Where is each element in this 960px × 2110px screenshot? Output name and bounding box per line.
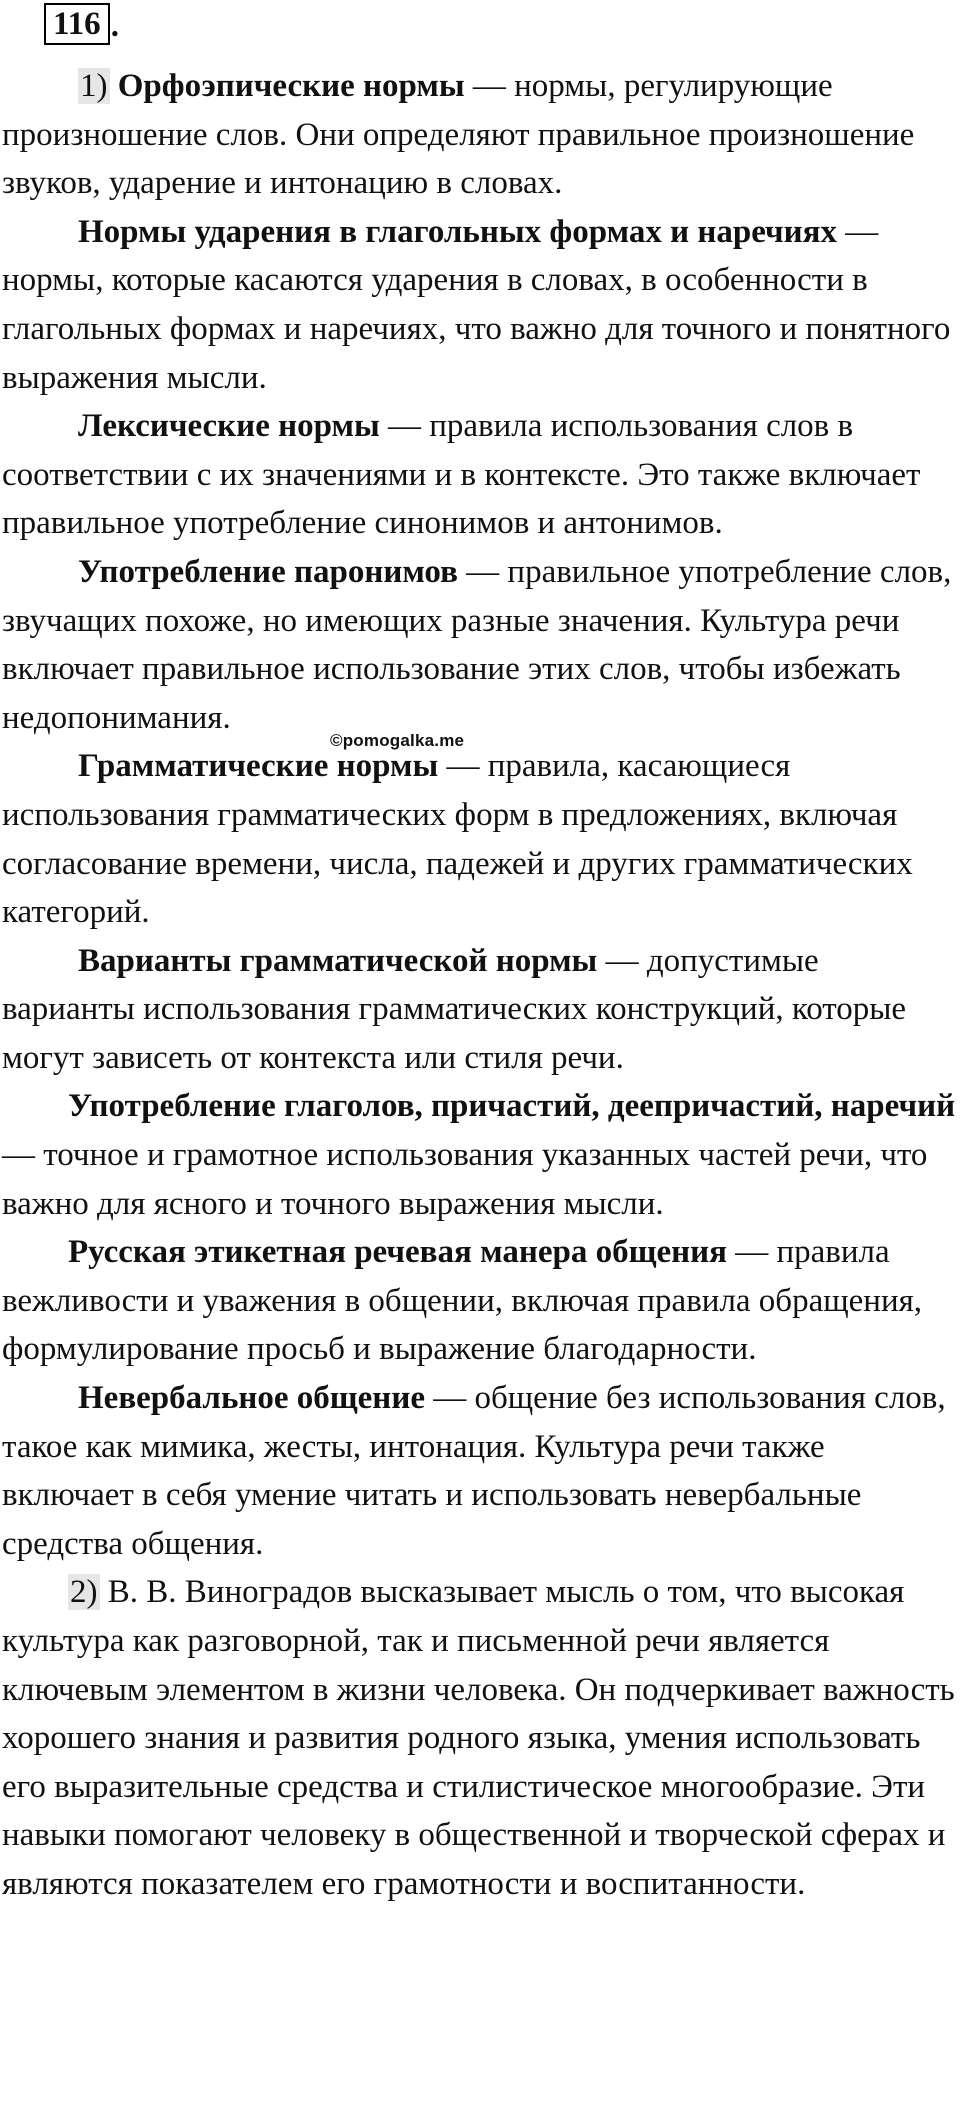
- definition: — нормы, регулирующие произношение слов. Они определяют правильное произношение звуков, ударение и интонацию в словах.: [2, 68, 915, 202]
- item-number: 1): [80, 68, 108, 104]
- term: Грамматические нормы: [78, 748, 439, 785]
- paragraph-stress-norms: [2, 208, 958, 402]
- paragraph-etiquette: [2, 1228, 958, 1374]
- paragraph-orthoepic-norms: [2, 62, 958, 208]
- definition: — точное и грамотное использования указанных частей речи, что важно для ясного и точного выражения мысли.: [2, 1137, 928, 1222]
- paragraph-nonverbal: [2, 1374, 958, 1568]
- paragraph-verbs-participles: [2, 1082, 958, 1228]
- term: Употребление глаголов, причастий, деепричастий, наречий: [68, 1088, 956, 1125]
- paragraph-text: В. В. Виноградов высказывает мысль о том, что высокая культура как разговорной, так и письменной речи является ключевым элементом в жизни человека. Он подчеркивает важность хорошего знания и развития родного языка, умения использовать его выразительные средства и стилистическое многообразие. Эти навыки помогают человеку в общественной и творческой сферах и являются показателем его грамотности и воспитанности.: [2, 1574, 955, 1902]
- definition: — допустимые варианты использования грамматических конструкций, которые могут зависеть от контекста или стиля речи.: [2, 942, 907, 1076]
- task-number: 116: [44, 3, 110, 45]
- definition: — правила использования слов в соответствии с их значениями и в контексте. Это также включает правильное употребление синонимов и антонимов.: [2, 408, 921, 542]
- answer-text: [2, 62, 958, 1909]
- term: Орфоэпические нормы: [117, 68, 465, 104]
- task-number-dot: .: [110, 8, 119, 44]
- term: Варианты грамматической нормы: [78, 942, 598, 979]
- paragraph-lexical-norms: [2, 402, 958, 548]
- item-number: 2): [70, 1574, 98, 1611]
- definition: — нормы, которые касаются ударения в словах, в особенности в глагольных формах и наречиях, что важно для точного и понятного выражения мысли.: [2, 213, 951, 396]
- term: Употребление паронимов: [78, 553, 458, 590]
- watermark: ©pomogalka.me: [330, 731, 465, 750]
- paragraph-paronyms: [2, 548, 958, 742]
- paragraph-grammar-norms: [2, 742, 958, 936]
- task-header: [44, 3, 119, 45]
- paragraph-vinogradov: [2, 1568, 958, 1908]
- term: Невербальное общение: [78, 1380, 425, 1417]
- definition: — правильное употребление слов, звучащих похоже, но имеющих разные значения. Культура речи включает правильное использование этих слов, чтобы избежать недопонимания.: [2, 553, 952, 736]
- definition: — правила, касающиеся использования грамматических форм в предложениях, включая согласование времени, числа, падежей и других грамматических категорий.: [2, 748, 913, 931]
- definition: — правила вежливости и уважения в общении, включая правила обращения, формулирование просьб и выражение благодарности.: [2, 1234, 923, 1368]
- definition: — общение без использования слов, такое как мимика, жесты, интонация. Культура речи также включает в себя умение читать и использовать невербальные средства общения.: [2, 1380, 946, 1562]
- term: Русская этикетная речевая манера общения: [68, 1234, 727, 1271]
- paragraph-grammar-variants: [2, 937, 958, 1083]
- term: Нормы ударения в глагольных формах и наречиях: [78, 213, 837, 250]
- term: Лексические нормы: [78, 408, 380, 445]
